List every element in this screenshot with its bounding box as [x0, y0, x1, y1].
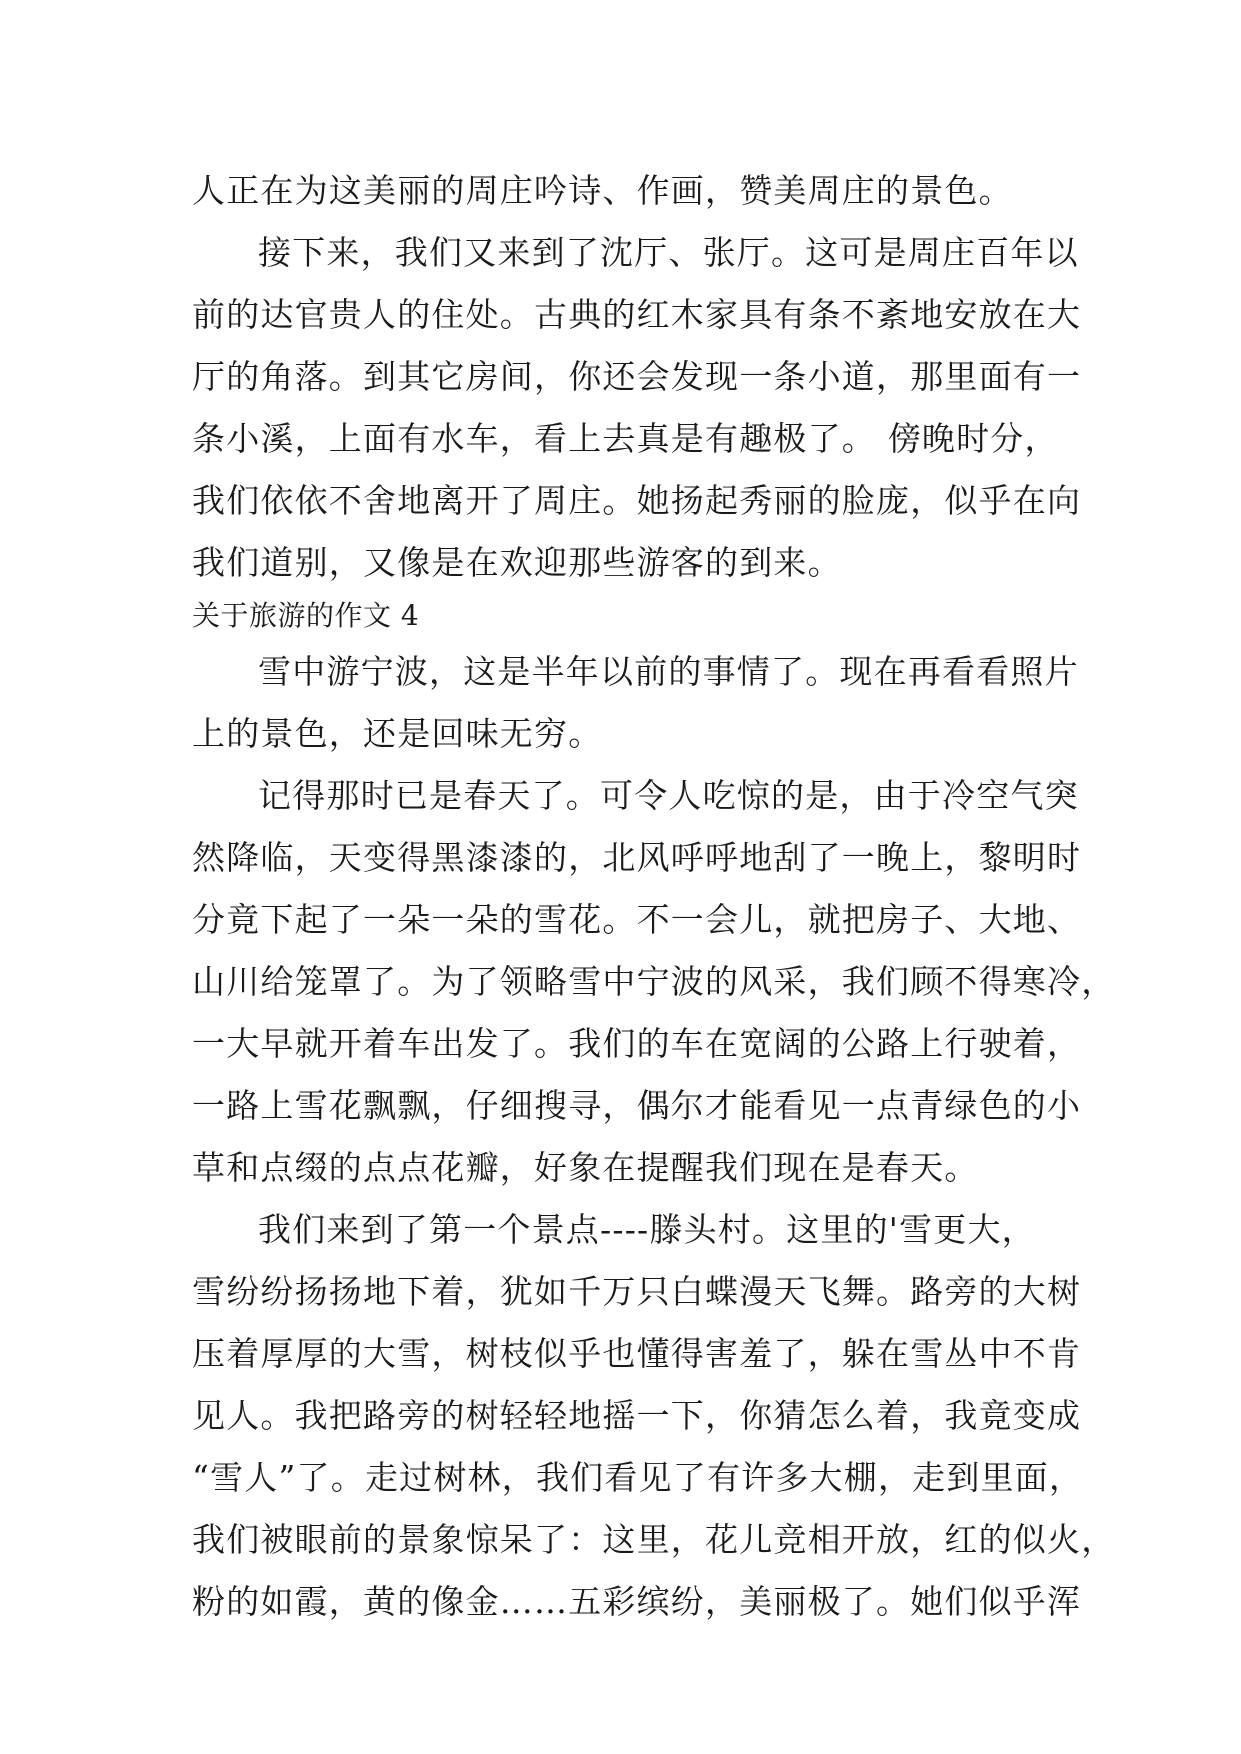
paragraph-start-line: 我们来到了第一个景点----滕头村。这里的'雪更大， [258, 1210, 1036, 1249]
text-line: 草和点缀的点点花瓣，好象在提醒我们现在是春天。 [192, 1148, 979, 1187]
text-line: 分竟下起了一朵一朵的雪花。不一会儿，就把房子、大地、 [192, 900, 1082, 939]
paragraph-start-line: 接下来，我们又来到了沈厅、张厅。这可是周庄百年以 [258, 233, 1079, 272]
text-line: 雪纷纷扬扬地下着，犹如千万只白蝶漫天飞舞。路旁的大树 [192, 1272, 1082, 1311]
text-line: “雪人”了。走过树林，我们看见了有许多大棚，走到里面， [192, 1458, 1084, 1497]
paragraph-start-line: 雪中游宁波，这是半年以前的事情了。现在再看看照片 [258, 652, 1079, 691]
text-line: 条小溪，上面有水车，看上去真是有趣极了。 傍晚时分， [192, 419, 1059, 458]
text-line: 我们道别，又像是在欢迎那些游客的到来。 [192, 543, 842, 582]
text-line: 厅的角落。到其它房间，你还会发现一条小道，那里面有一 [192, 357, 1082, 396]
text-line: 山川给笼罩了。为了领略雪中宁波的风采，我们顾不得寒冷， [192, 962, 1116, 1001]
text-line: 前的达官贵人的住处。古典的红木家具有条不紊地安放在大 [192, 295, 1082, 334]
text-line: 然降临，天变得黑漆漆的，北风呼呼地刮了一晚上，黎明时 [192, 838, 1082, 877]
text-line: 一路上雪花飘飘，仔细搜寻，偶尔才能看见一点青绿色的小 [192, 1086, 1082, 1125]
text-line: 上的景色，还是回味无穷。 [192, 714, 603, 753]
text-line: 人正在为这美丽的周庄吟诗、作画，赞美周庄的景色。 [192, 171, 1013, 210]
text-line: 我们被眼前的景象惊呆了：这里，花儿竞相开放，红的似火， [192, 1520, 1116, 1559]
paragraph-start-line: 记得那时已是春天了。可令人吃惊的是，由于冷空气突 [258, 776, 1079, 815]
section-heading: 关于旅游的作文 4 [192, 599, 420, 632]
text-line: 见人。我把路旁的树轻轻地摇一下，你猜怎么着，我竟变成 [192, 1396, 1082, 1435]
text-line: 粉的如霞，黄的像金……五彩缤纷，美丽极了。她们似乎浑 [192, 1582, 1082, 1621]
text-line: 压着厚厚的大雪，树枝似乎也懂得害羞了，躲在雪丛中不肯 [192, 1334, 1082, 1373]
text-line: 我们依依不舍地离开了周庄。她扬起秀丽的脸庞，似乎在向 [192, 481, 1082, 520]
text-line: 一大早就开着车出发了。我们的车在宽阔的公路上行驶着， [192, 1024, 1082, 1063]
